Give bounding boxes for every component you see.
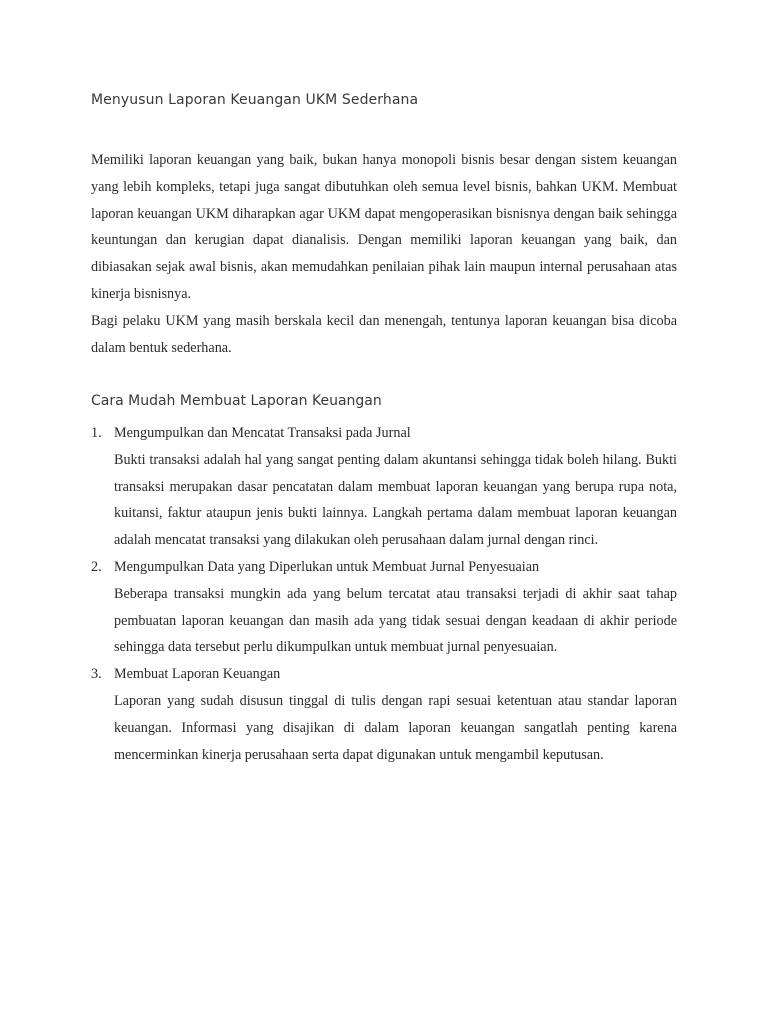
steps-list [91,420,677,768]
list-item [91,554,677,661]
list-item [91,661,677,768]
section-heading: Cara Mudah Membuat Laporan Keuangan [91,393,382,409]
step-number: 2. [91,558,102,575]
second-paragraph: Bagi pelaku UKM yang masih berskala kecil dan menengah, tentunya laporan keuangan bisa dicoba dalam bentuk sederhana. [91,313,677,356]
document-title: Menyusun Laporan Keuangan UKM Sederhana [91,92,419,108]
step-description: Beberapa transaksi mungkin ada yang belum tercatat atau transaksi terjadi di akhir saat tahap pembuatan laporan keuangan dan masih ada yang tidak sesuai dengan keadaan di akhir periode sehingga data tersebut perlu dikumpulkan untuk membuat jurnal penyesuaian. [114,585,677,656]
list-item [91,420,677,554]
step-heading: Mengumpulkan Data yang Diperlukan untuk Membuat Jurnal Penyesuaian [114,558,540,575]
step-heading: Membuat Laporan Keuangan [114,666,281,683]
step-number: 1. [91,425,102,441]
step-heading: Mengumpulkan dan Mencatat Transaksi pada Jurnal [114,425,411,441]
step-description: Bukti transaksi adalah hal yang sangat penting dalam akuntansi sehingga tidak boleh hilang. Bukti transaksi merupakan dasar pencatatan dalam membuat laporan keuangan yang berupa rupa nota, kuitansi, faktur ataupun jenis bukti lainnya. Langkah pertama dalam membuat laporan keuangan adalah mencatat transaksi yang dilakukan oleh perusahaan dalam jurnal dengan rinci. [114,451,677,549]
step-description: Laporan yang sudah disusun tinggal di tulis dengan rapi sesuai ketentuan atau standar laporan keuangan. Informasi yang disajikan di dalam laporan keuangan sangatlah penting karena mencerminkan kinerja perusahaan serta dapat digunakan untuk mengambil keputusan. [114,692,677,763]
intro-paragraph: Memiliki laporan keuangan yang baik, bukan hanya monopoli bisnis besar dengan sistem keuangan yang lebih kompleks, tetapi juga sangat dibutuhkan oleh semua level bisnis, bahkan UKM. Membuat laporan keuangan UKM diharapkan agar UKM dapat mengoperasikan bisnisnya dengan baik sehingga keuntungan dan kerugian dapat dianalisis. Dengan memiliki laporan keuangan yang baik, dan dibiasakan sejak awal bisnis, akan memudahkan penilaian pihak lain maupun internal perusahaan atas kinerja bisnisnya. [91,152,677,302]
step-number: 3. [91,666,102,683]
